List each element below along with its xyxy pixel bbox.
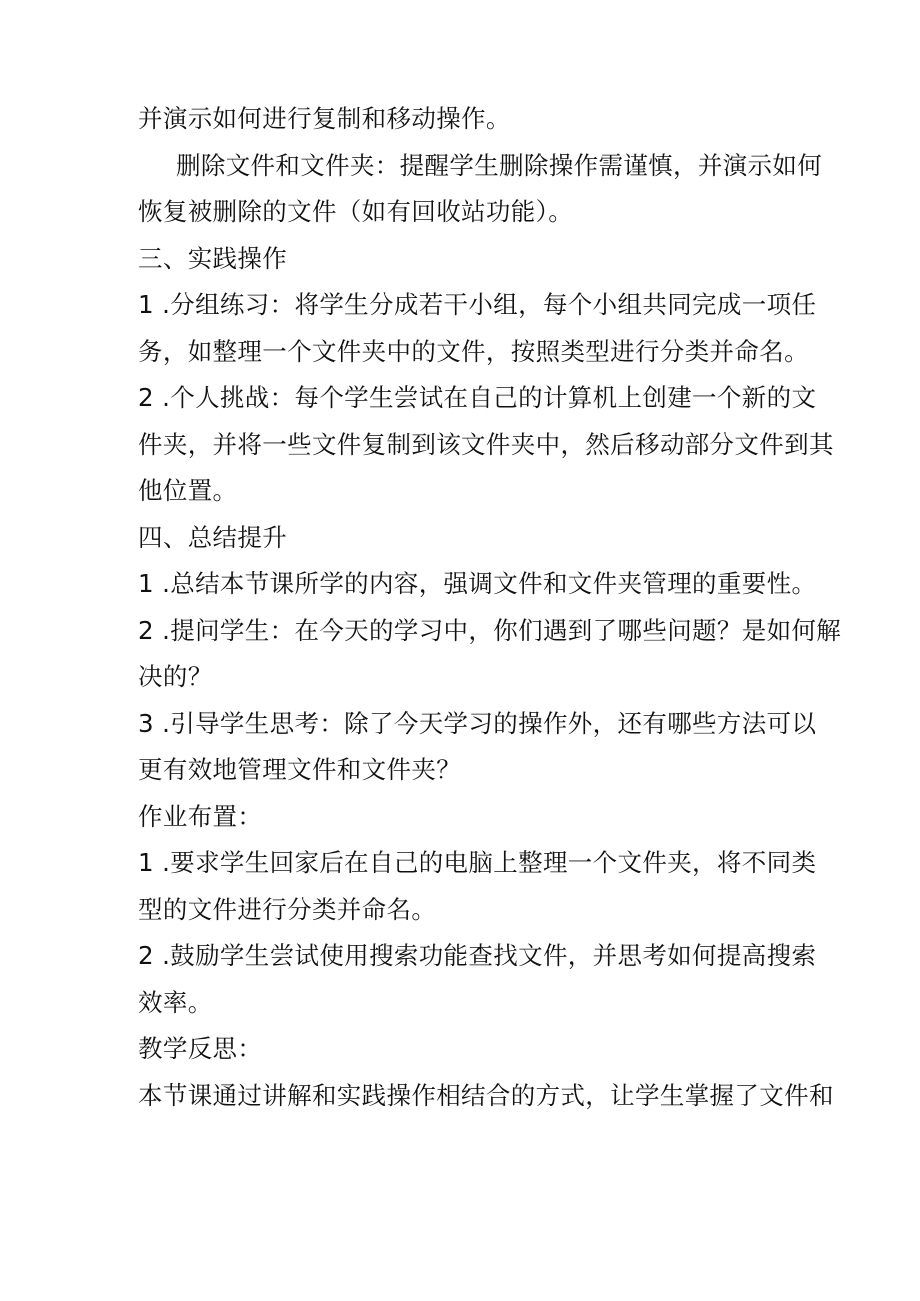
paragraph-line: 删除文件和文件夹：提醒学生删除操作需谨慎，并演示如何 xyxy=(176,150,823,180)
section-heading: 三、实践操作 xyxy=(138,243,288,273)
section-heading: 教学反思： xyxy=(138,1034,263,1063)
list-item-continuation: 型的文件进行分类并命名。 xyxy=(138,894,437,924)
list-item-continuation: 效率。 xyxy=(138,987,213,1017)
list-item: 1 .分组练习：将学生分成若干小组，每个小组共同完成一项任 xyxy=(138,290,817,319)
document-body xyxy=(138,96,842,1119)
list-item: 3 .引导学生思考：除了今天学习的操作外，还有哪些方法可以 xyxy=(138,708,817,738)
paragraph-line: 并演示如何进行复制和移动操作。 xyxy=(138,104,511,133)
list-item-continuation: 决的？ xyxy=(138,662,213,691)
paragraph-line: 恢复被删除的文件（如有回收站功能）。 xyxy=(138,197,574,226)
paragraph-line: 本节课通过讲解和实践操作相结合的方式，让学生掌握了文件和 xyxy=(138,1080,834,1110)
list-item-continuation: 务，如整理一个文件夹中的文件，按照类型进行分类并命名。 xyxy=(138,336,809,366)
list-item: 1 .要求学生回家后在自己的电脑上整理一个文件夹，将不同类 xyxy=(138,848,817,877)
list-item-continuation: 更有效地管理文件和文件夹？ xyxy=(138,755,462,784)
list-item: 2 .个人挑战：每个学生尝试在自己的计算机上创建一个新的文 xyxy=(138,383,817,412)
list-item-continuation: 他位置。 xyxy=(138,476,238,505)
list-item: 2 .鼓励学生尝试使用搜索功能查找文件，并思考如何提高搜索 xyxy=(138,941,817,970)
list-item: 2 .提问学生：在今天的学习中，你们遇到了哪些问题？是如何解 xyxy=(138,615,842,645)
section-heading: 四、总结提升 xyxy=(138,522,288,552)
list-item: 1 .总结本节课所学的内容，强调文件和文件夹管理的重要性。 xyxy=(138,569,817,598)
list-item-continuation: 件夹，并将一些文件复制到该文件夹中，然后移动部分文件到其 xyxy=(138,429,834,459)
section-heading: 作业布置： xyxy=(138,801,263,831)
